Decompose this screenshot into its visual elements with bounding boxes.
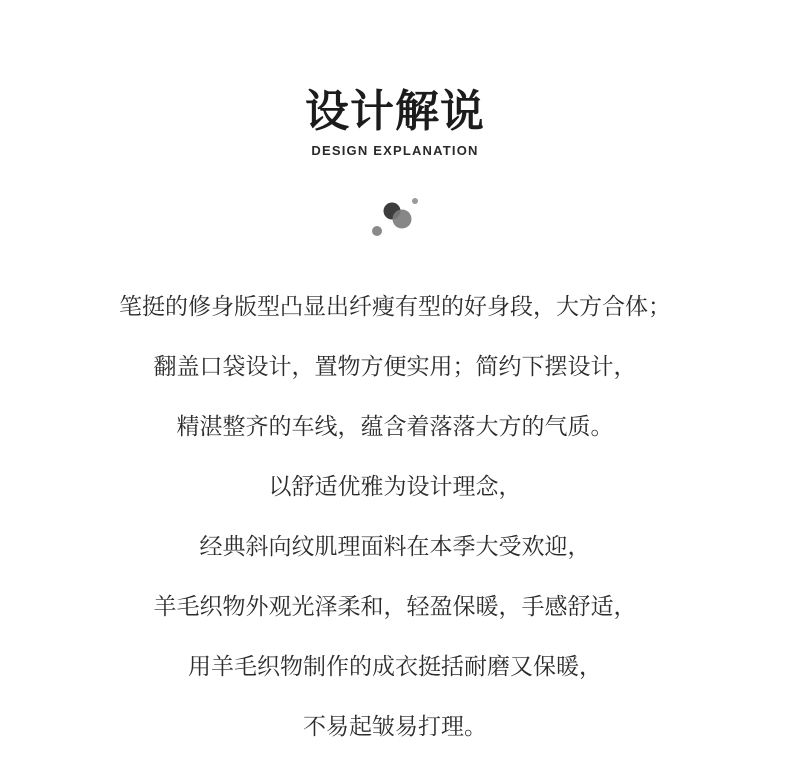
- bubble-dots-icon: [365, 194, 425, 242]
- dot-tiny-right: [412, 198, 418, 204]
- description-line: 经典斜向纹肌理面料在本季大受欢迎，: [199, 534, 591, 560]
- description-line: 以舒适优雅为设计理念，: [268, 474, 522, 500]
- dot-large-gray: [393, 210, 412, 229]
- description-line: 用羊毛织物制作的成衣挺括耐磨又保暖，: [188, 654, 602, 680]
- description-text: [0, 285, 790, 765]
- description-line: 笔挺的修身版型凸显出纤瘦有型的好身段，大方合体；: [119, 294, 671, 320]
- page-title: 设计解说: [305, 86, 485, 137]
- description-line: 精湛整齐的车线，蕴含着落落大方的气质。: [176, 414, 614, 440]
- description-line: 不易起皱易打理。: [303, 714, 487, 740]
- page-subtitle: DESIGN EXPLANATION: [311, 143, 479, 158]
- description-line: 羊毛织物外观光泽柔和，轻盈保暖，手感舒适，: [153, 594, 637, 620]
- description-line: 翻盖口袋设计，置物方便实用；简约下摆设计，: [153, 354, 637, 380]
- dot-small-left: [372, 226, 382, 236]
